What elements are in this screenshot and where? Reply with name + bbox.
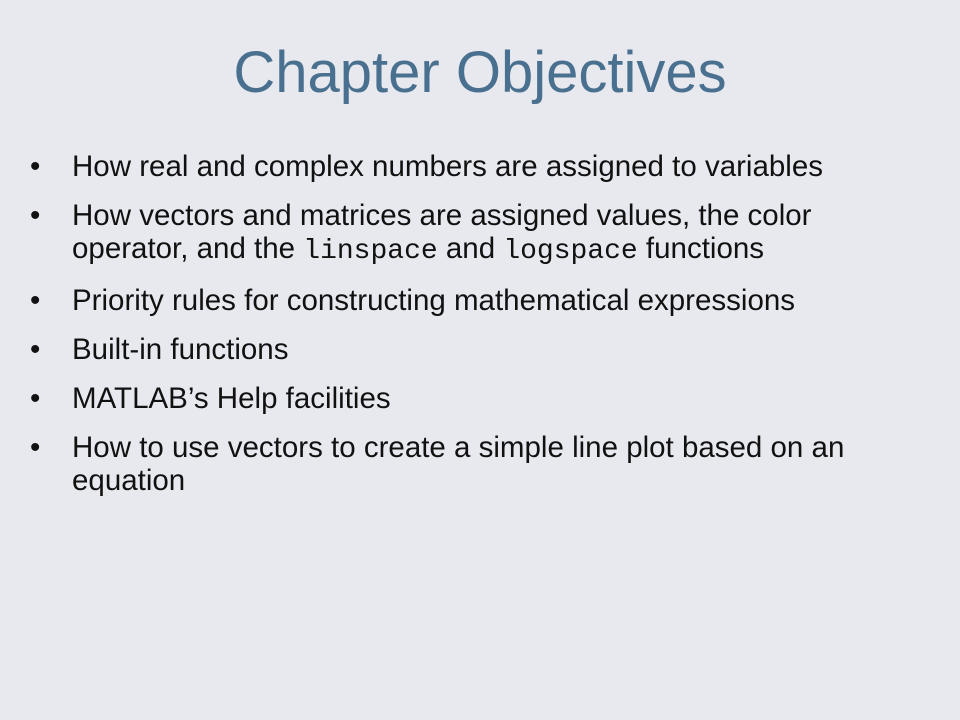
bullet-icon: • bbox=[30, 199, 41, 232]
bullet-icon: • bbox=[30, 150, 41, 183]
code-logspace: logspace bbox=[503, 236, 638, 267]
list-item-text: How real and complex numbers are assigned to variables bbox=[72, 150, 823, 183]
objectives-list bbox=[30, 150, 900, 513]
list-item-text: Priority rules for constructing mathematical expressions bbox=[72, 284, 796, 317]
list-item bbox=[30, 382, 900, 415]
list-item-text-part: functions bbox=[637, 232, 765, 265]
slide-title: Chapter Objectives bbox=[233, 40, 727, 105]
list-item bbox=[30, 199, 900, 268]
list-item bbox=[30, 284, 900, 317]
list-item-text-part: How vectors and matrices are assigned values, the color operator, and the bbox=[72, 199, 812, 265]
list-item bbox=[30, 431, 900, 497]
list-item bbox=[30, 150, 900, 183]
bullet-icon: • bbox=[30, 284, 41, 317]
bullet-icon: • bbox=[30, 333, 41, 366]
bullet-icon: • bbox=[30, 431, 41, 464]
list-item-text: How to use vectors to create a simple line plot based on an equation bbox=[72, 431, 845, 497]
bullet-icon: • bbox=[30, 382, 41, 415]
list-item-text: MATLAB’s Help facilities bbox=[72, 382, 391, 415]
list-item-text bbox=[72, 199, 812, 265]
code-linspace: linspace bbox=[303, 236, 438, 267]
list-item bbox=[30, 333, 900, 366]
list-item-text: Built-in functions bbox=[72, 333, 289, 366]
list-item-text-part: and bbox=[437, 232, 504, 265]
